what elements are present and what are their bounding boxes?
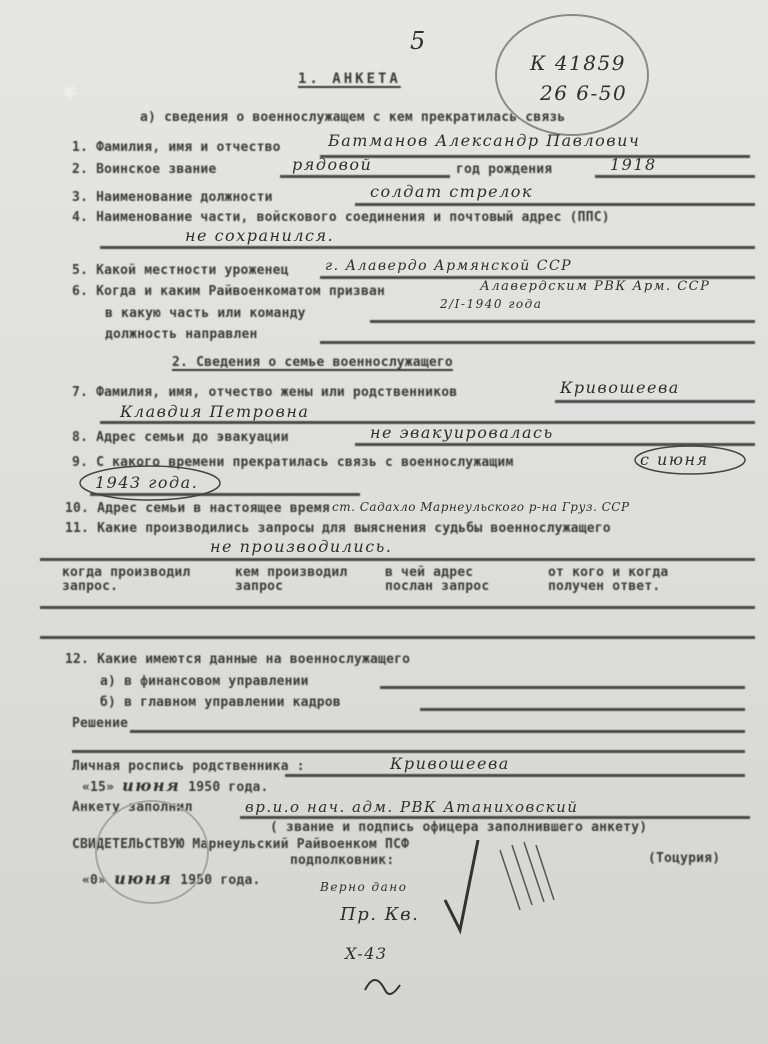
relative-signature-label: Личная роспись родственника : xyxy=(72,759,305,774)
field-10-value: ст. Садахло Марнеульского р-на Груз. ССР xyxy=(332,500,630,514)
field-12a-label: а) в финансовом управлении xyxy=(100,674,309,689)
field-10-label: 10. Адрес семьи в настоящее время xyxy=(65,501,330,516)
officer-rank: подполковник: xyxy=(290,853,395,868)
stamp-number: К 41859 xyxy=(530,51,626,75)
field-6-unit-label: в какую часть или команду xyxy=(105,306,306,321)
officer-name: (Тоцурия) xyxy=(648,851,721,866)
circled-annotation xyxy=(80,466,220,500)
date-1: «15» июня 1950 года. xyxy=(82,776,269,795)
field-9-value-2: 1943 года. xyxy=(95,473,199,492)
date-2-year: 1950 xyxy=(180,873,213,888)
field-4-label: 4. Наименование части, войскового соединения и почтовый адрес (ППС) xyxy=(72,210,610,225)
section-a-heading: а) сведения о военнослужащем с кем прекратилась связь xyxy=(140,110,566,125)
field-9-value: с июня xyxy=(640,450,709,469)
field-8-value: не эвакуировалась xyxy=(370,423,554,442)
signature-mark xyxy=(365,980,400,994)
column-answer: от кого и когда получен ответ. xyxy=(548,565,669,594)
note-code: X-43 xyxy=(345,944,388,963)
note-verified: Верно дано xyxy=(320,880,408,894)
field-3-label: 3. Наименование должности xyxy=(72,190,273,205)
date-2: «0» июня 1950 года. xyxy=(82,869,261,888)
filled-by-value: вр.и.о нач. адм. РВК Атаниховский xyxy=(245,798,579,816)
decision-label: Решение xyxy=(72,716,129,731)
field-2-label: 2. Воинское звание xyxy=(72,162,217,177)
field-6-date: 2/I-1940 года xyxy=(440,297,543,311)
field-11-label: 11. Какие производились запросы для выяснения судьбы военнослужащего xyxy=(65,521,611,536)
field-5-label: 5. Какой местности уроженец xyxy=(72,263,289,278)
page-title: 1. АНКЕТА xyxy=(298,71,401,87)
note-initials: Пр. Кв. xyxy=(340,904,420,925)
field-7-value-2: Клавдия Петровна xyxy=(120,402,310,421)
section-2-heading: 2. Сведения о семье военнослужащего xyxy=(172,355,453,370)
date-1-month: июня xyxy=(122,776,181,795)
field-3-value: солдат стрелок xyxy=(370,182,533,201)
field-12-label: 12. Какие имеются данные на военнослужащего xyxy=(65,652,411,667)
field-11-value: не производились. xyxy=(210,537,393,556)
filled-by-label: Анкету заполнил xyxy=(72,800,193,815)
birth-year-value: 1918 xyxy=(610,155,657,174)
column-when: когда производил запрос. xyxy=(62,565,191,594)
stamp-date: 26 6-50 xyxy=(540,81,628,105)
field-6-value: Алавердским РВК Арм. ССР xyxy=(480,279,711,294)
signature-scribble xyxy=(500,842,554,910)
field-7-label: 7. Фамилия, имя, отчество жены или родственников xyxy=(72,385,458,400)
date-1-year: 1950 xyxy=(188,780,221,795)
date-1-suffix: года. xyxy=(228,780,269,795)
page-number: 5 xyxy=(410,27,427,55)
field-1-label: 1. Фамилия, имя и отчество xyxy=(72,140,281,155)
field-9-label: 9. С какого времени прекратилась связь с военнослужащим xyxy=(72,455,514,470)
date-2-month: июня xyxy=(114,869,173,888)
field-2-value: рядовой xyxy=(292,155,373,174)
filled-by-note: ( звание и подпись офицера заполнившего анкету) xyxy=(270,820,648,835)
check-mark-icon xyxy=(445,840,478,930)
field-6-position-label: должность направлен xyxy=(105,327,258,342)
certify-text: СВИДЕТЕЛЬСТВУЮ Марнеульский Райвоенком ПСФ xyxy=(72,837,410,852)
watermark: ★ xyxy=(54,76,86,109)
column-who: кем производил запрос xyxy=(235,565,348,594)
field-5-value: г. Алавердо Армянской ССР xyxy=(325,258,573,274)
field-12b-label: б) в главном управлении кадров xyxy=(100,695,341,710)
field-6-label: 6. Когда и каким Райвоенкоматом призван xyxy=(72,284,386,299)
date-2-day: 0 xyxy=(90,873,99,888)
field-7-value: Кривошеева xyxy=(560,378,680,397)
field-8-label: 8. Адрес семьи до эвакуации xyxy=(72,430,289,445)
birth-year-label: год рождения xyxy=(456,162,553,177)
field-4-value: не сохранился. xyxy=(185,226,335,245)
column-address: в чей адрес послан запрос xyxy=(385,565,490,594)
circled-annotation xyxy=(635,446,745,474)
field-1-value: Батманов Александр Павлович xyxy=(328,131,641,150)
date-2-suffix: года. xyxy=(220,873,261,888)
relative-signature: Кривошеева xyxy=(390,754,510,773)
date-1-day: 15 xyxy=(90,780,107,795)
